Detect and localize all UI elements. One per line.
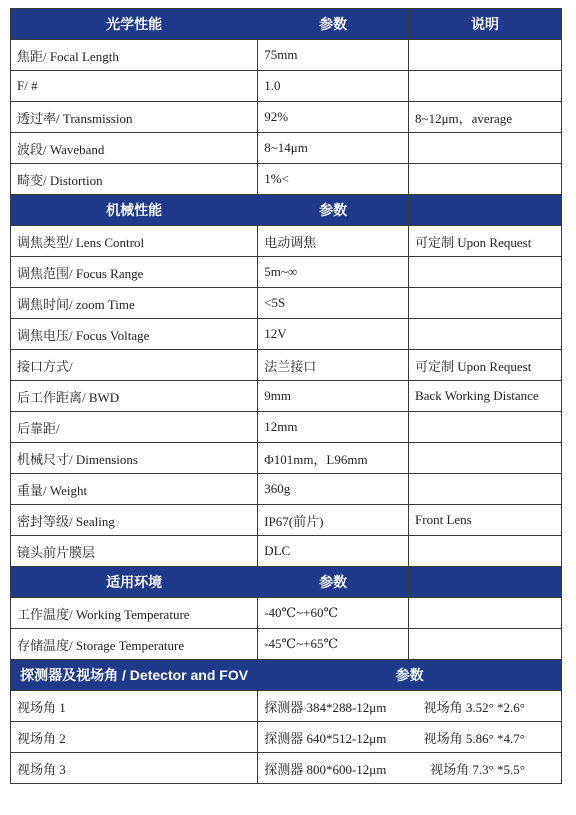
fov-value: 视场角 5.86° *4.7°	[423, 730, 525, 746]
row-params	[258, 753, 562, 784]
table-row	[11, 226, 562, 257]
mechanical-header-row	[11, 195, 562, 226]
environment-header-cell: 适用环境	[11, 567, 258, 598]
environment-header-cell: 参数	[258, 567, 409, 598]
row-label: 后靠距/	[11, 412, 258, 443]
row-value: IP67(前片)	[258, 505, 409, 536]
fov-value: 视场角 3.52° *2.6°	[423, 699, 525, 715]
row-params	[258, 691, 562, 722]
fov-value: 视场角 7.3° *5.5°	[430, 761, 525, 777]
table-row	[11, 319, 562, 350]
row-label: 镜头前片膜层	[11, 536, 258, 567]
row-label: 透过率/ Transmission	[11, 102, 258, 133]
table-row	[11, 629, 562, 660]
row-value: 8~14μm	[258, 133, 409, 164]
row-value: 92%	[258, 102, 409, 133]
row-value: 9mm	[258, 381, 409, 412]
row-label: 重量/ Weight	[11, 474, 258, 505]
spec-table	[10, 8, 562, 784]
detector-spec: 探测器 384*288-12μm	[264, 699, 387, 715]
table-row	[11, 753, 562, 784]
row-label: 接口方式/	[11, 350, 258, 381]
row-value: <5S	[258, 288, 409, 319]
row-value: 75mm	[258, 40, 409, 71]
table-row	[11, 133, 562, 164]
mechanical-header-cell: 机械性能	[11, 195, 258, 226]
row-label: 机械尺寸/ Dimensions	[11, 443, 258, 474]
detector-header-label: 探测器及视场角 / Detector and FOV	[11, 660, 258, 691]
row-label: F/ #	[11, 71, 258, 102]
row-value: Φ101mm，L96mm	[258, 443, 409, 474]
optical-header-row	[11, 9, 562, 40]
row-label: 存储温度/ Storage Temperature	[11, 629, 258, 660]
row-label: 工作温度/ Working Temperature	[11, 598, 258, 629]
row-note: Back Working Distance	[409, 381, 562, 412]
row-note	[409, 629, 562, 660]
row-note	[409, 288, 562, 319]
row-value: 1%<	[258, 164, 409, 195]
row-note	[409, 40, 562, 71]
row-note	[409, 164, 562, 195]
row-note	[409, 443, 562, 474]
optical-header-cell: 光学性能	[11, 9, 258, 40]
row-label: 密封等级/ Sealing	[11, 505, 258, 536]
row-label: 调焦电压/ Focus Voltage	[11, 319, 258, 350]
row-value: 电动调焦	[258, 226, 409, 257]
table-row	[11, 40, 562, 71]
row-value: 12V	[258, 319, 409, 350]
row-note	[409, 319, 562, 350]
row-label: 焦距/ Focal Length	[11, 40, 258, 71]
table-row	[11, 536, 562, 567]
row-value: -45℃~+65℃	[258, 629, 409, 660]
detector-header-row	[11, 660, 562, 691]
row-note	[409, 257, 562, 288]
row-note	[409, 598, 562, 629]
optical-header-cell: 说明	[409, 9, 562, 40]
row-value: 1.0	[258, 71, 409, 102]
row-note	[409, 412, 562, 443]
row-label: 调焦范围/ Focus Range	[11, 257, 258, 288]
spec-table-body	[11, 9, 562, 784]
row-note	[409, 133, 562, 164]
row-value: 法兰接口	[258, 350, 409, 381]
row-label: 视场角 1	[11, 691, 258, 722]
row-params-split	[264, 759, 555, 778]
row-value: DLC	[258, 536, 409, 567]
mechanical-header-cell: 参数	[258, 195, 409, 226]
row-note	[409, 536, 562, 567]
environment-header-cell	[409, 567, 562, 598]
table-row	[11, 288, 562, 319]
row-params	[258, 722, 562, 753]
table-row	[11, 505, 562, 536]
table-row	[11, 412, 562, 443]
table-row	[11, 164, 562, 195]
row-params-split	[264, 728, 555, 747]
table-row	[11, 691, 562, 722]
row-value: 360g	[258, 474, 409, 505]
row-label: 畸变/ Distortion	[11, 164, 258, 195]
detector-spec: 探测器 640*512-12μm	[264, 730, 387, 746]
row-note	[409, 474, 562, 505]
detector-header-params: 参数	[258, 660, 562, 691]
table-row	[11, 722, 562, 753]
row-label: 调焦时间/ zoom Time	[11, 288, 258, 319]
row-note: 8~12μm，average	[409, 102, 562, 133]
table-row	[11, 257, 562, 288]
row-label: 后工作距离/ BWD	[11, 381, 258, 412]
table-row	[11, 598, 562, 629]
detector-spec: 探测器 800*600-12μm	[264, 761, 387, 777]
optical-header-cell: 参数	[258, 9, 409, 40]
row-label: 视场角 2	[11, 722, 258, 753]
table-row	[11, 102, 562, 133]
row-label: 波段/ Waveband	[11, 133, 258, 164]
row-note	[409, 71, 562, 102]
row-value: 12mm	[258, 412, 409, 443]
table-row	[11, 443, 562, 474]
row-note: Front Lens	[409, 505, 562, 536]
row-label: 调焦类型/ Lens Control	[11, 226, 258, 257]
row-value: -40℃~+60℃	[258, 598, 409, 629]
row-label: 视场角 3	[11, 753, 258, 784]
environment-header-row	[11, 567, 562, 598]
table-row	[11, 71, 562, 102]
table-row	[11, 381, 562, 412]
table-row	[11, 474, 562, 505]
row-note: 可定制 Upon Request	[409, 350, 562, 381]
mechanical-header-cell	[409, 195, 562, 226]
row-params-split	[264, 697, 555, 716]
table-row	[11, 350, 562, 381]
row-value: 5m~∞	[258, 257, 409, 288]
row-note: 可定制 Upon Request	[409, 226, 562, 257]
